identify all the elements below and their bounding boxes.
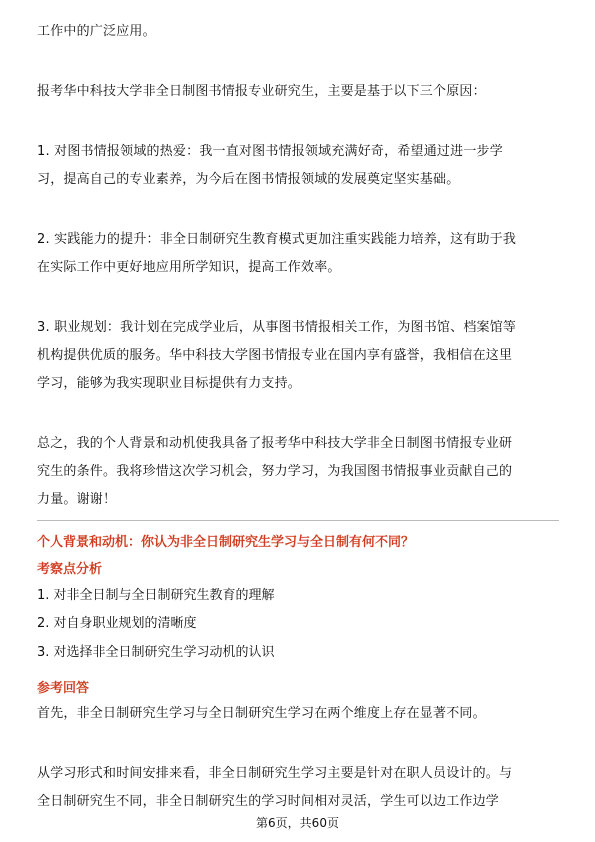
paragraph-line: 报考华中科技大学非全日制图书情报专业研究生，主要是基于以下三个原因： — [37, 84, 486, 99]
page-number: 第6页，共60页 — [256, 816, 339, 830]
reason-2-line: 在实际工作中更好地应用所学知识，提高工作效率。 — [37, 260, 341, 275]
conclusion-line: 究生的条件。我将珍惜这次学习机会，努力学习，为我国图书情报事业贡献自己的 — [37, 464, 513, 479]
section-divider — [37, 520, 559, 521]
answer-line: 全日制研究生不同，非全日制研究生的学习时间相对灵活，学生可以边工作边学 — [37, 794, 500, 809]
reason-1-line: 1. 对图书情报领域的热爱：我一直对图书情报领域充满好奇，希望通过进一步学 — [37, 144, 503, 159]
reason-3-line: 3. 职业规划：我计划在完成学业后，从事图书情报相关工作，为图书馆、档案馆等 — [37, 320, 517, 335]
reason-1-line: 习，提高自己的专业素养，为今后在图书情报领域的发展奠定坚实基础。 — [37, 172, 460, 187]
reason-3-line: 学习，能够为我实现职业目标提供有力支持。 — [37, 376, 302, 391]
paragraph-line: 工作中的广泛应用。 — [37, 24, 156, 39]
answer-heading: 参考回答 — [37, 681, 90, 696]
analysis-item: 1. 对非全日制与全日制研究生教育的理解 — [37, 588, 275, 603]
analysis-heading: 考察点分析 — [37, 562, 103, 577]
analysis-item: 3. 对选择非全日制研究生学习动机的认识 — [37, 645, 275, 660]
answer-line: 从学习形式和时间安排来看，非全日制研究生学习主要是针对在职人员设计的。与 — [37, 766, 513, 781]
question-heading: 个人背景和动机：你认为非全日制研究生学习与全日制有何不同？ — [37, 535, 415, 550]
reason-3-line: 机构提供优质的服务。华中科技大学图书情报专业在国内享有盛誉，我相信在这里 — [37, 348, 513, 363]
conclusion-line: 总之，我的个人背景和动机使我具备了报考华中科技大学非全日制图书情报专业研 — [37, 436, 513, 451]
conclusion-line: 力量。谢谢！ — [37, 492, 117, 507]
analysis-item: 2. 对自身职业规划的清晰度 — [37, 616, 197, 631]
reason-2-line: 2. 实践能力的提升：非全日制研究生教育模式更加注重实践能力培养，这有助于我 — [37, 232, 517, 247]
answer-line: 首先，非全日制研究生学习与全日制研究生学习在两个维度上存在显著不同。 — [37, 706, 486, 721]
